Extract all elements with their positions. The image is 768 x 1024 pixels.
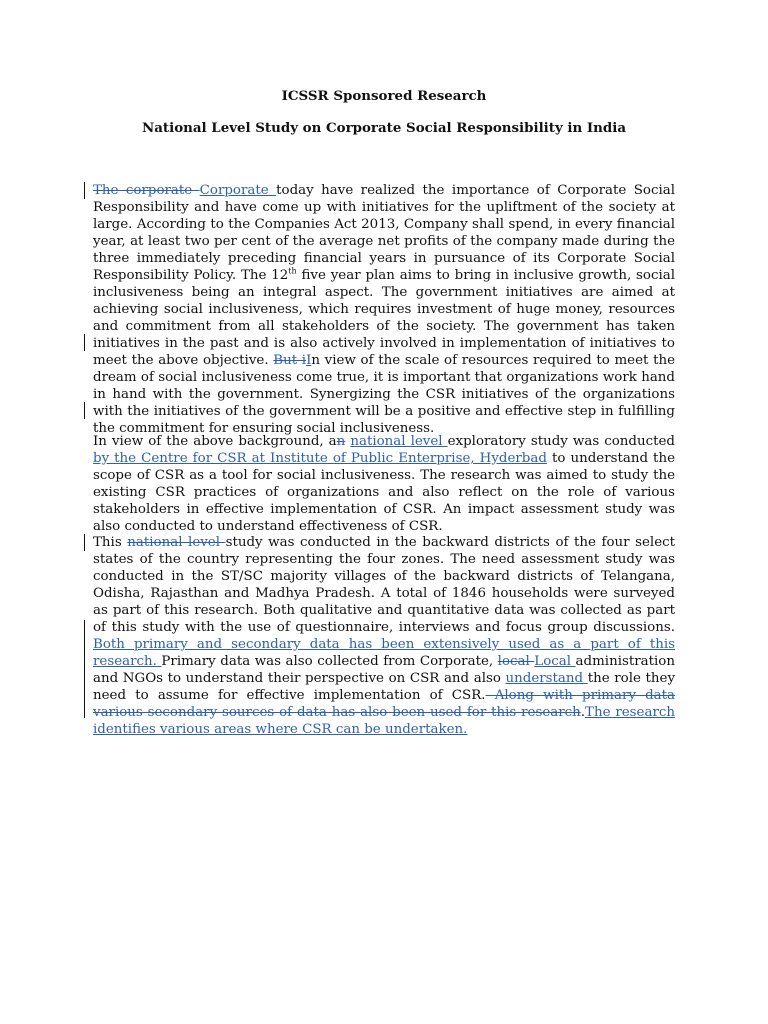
deleted-text: n	[336, 434, 346, 449]
deleted-text: The corporate	[93, 183, 200, 198]
inserted-text: Corporate	[199, 183, 277, 198]
body-text: to understand the scope of CSR as a tool for social inclusiveness. The research was aimed to study the existing CSR practices of organizations and also reflect on the role of various stakeholders in effective implementation of CSR. An impact assessment study was also conducted to understand effectiveness of CSR.	[93, 451, 675, 534]
change-bar	[84, 334, 85, 351]
deleted-text: Along with primary data various secondary sources of data has also been used for this research	[93, 688, 676, 720]
inserted-text: I	[306, 353, 312, 368]
inserted-text: by the Centre for CSR at Institute of Public Enterprise, Hyderbad	[93, 451, 547, 466]
inserted-text: understand	[505, 671, 588, 686]
inserted-text: Both primary and secondary data has been extensively used as a part of this research.	[93, 637, 675, 669]
body-text: Primary data was also collected from Corporate,	[161, 654, 498, 669]
paragraph-background	[93, 433, 675, 535]
paragraph-intro	[93, 182, 675, 437]
body-text: the role they need to assume for effective implementation of CSR.	[93, 671, 676, 703]
inserted-text: The research identifies various areas where CSR can be undertaken.	[93, 705, 675, 737]
deleted-text: local	[497, 654, 535, 669]
deleted-text: But i	[273, 353, 307, 368]
body-text: In view of the above background, a	[93, 434, 337, 449]
body-text: study was conducted in the backward districts of the four select states of the country representing the four zones. The need assessment study was conducted in the ST/SC majority villages of the backward districts of Telangana, Odisha, Rajasthan and Madhya Pradesh. A total of 1846 households were surveyed as part of this research. Both qualitative and quantitative data was collected as part of this study with the use of questionnaire, interviews and focus group discussions.	[93, 535, 676, 635]
change-bar	[84, 182, 85, 199]
deleted-text: national level	[127, 535, 226, 550]
paragraph-study	[93, 534, 675, 738]
body-text: today have realized the importance of Corporate Social Responsibility and have come up with initiatives for the upliftment of the society at large. According to the Companies Act 2013, Company shall spend, in every financial year, at least two per cent of the average net profits of the company made during the three immediately preceding financial years in pursuance of its Corporate Social Responsibility Policy. The 12	[93, 183, 676, 283]
change-bar	[84, 620, 85, 718]
body-text: five year plan aims to bring in inclusive growth, social inclusiveness being an integral aspect. The government initiatives are aimed at achieving social inclusiveness, which requires investment of huge money, resources and commitment from all stakeholders of the society. The government has taken initiatives in the past and is also actively involved in implementation of initiatives to meet the above objective.	[93, 268, 676, 368]
body-text: exploratory study was conducted	[447, 434, 676, 449]
body-text: .	[580, 705, 586, 720]
inserted-text: national level	[350, 434, 448, 449]
body-text: administration and NGOs to understand their perspective on CSR and also	[93, 654, 675, 686]
body-text: n view of the scale of resources required to meet the dream of social inclusiveness come true, it is important that organizations work hand in hand with the government. Synergizing the CSR initiatives of the organizations with the initiatives of the government will be a positive and effective step in fulfilling the commitment for ensuring social inclusiveness.	[93, 353, 675, 436]
superscript: th	[288, 266, 297, 276]
document-subtitle: National Level Study on Corporate Social Responsibility in India	[142, 120, 626, 136]
document-title: ICSSR Sponsored Research	[281, 88, 487, 104]
change-bar	[84, 402, 85, 419]
body-text: This	[93, 535, 128, 550]
inserted-text: Local	[534, 654, 576, 669]
change-bar	[84, 534, 85, 551]
